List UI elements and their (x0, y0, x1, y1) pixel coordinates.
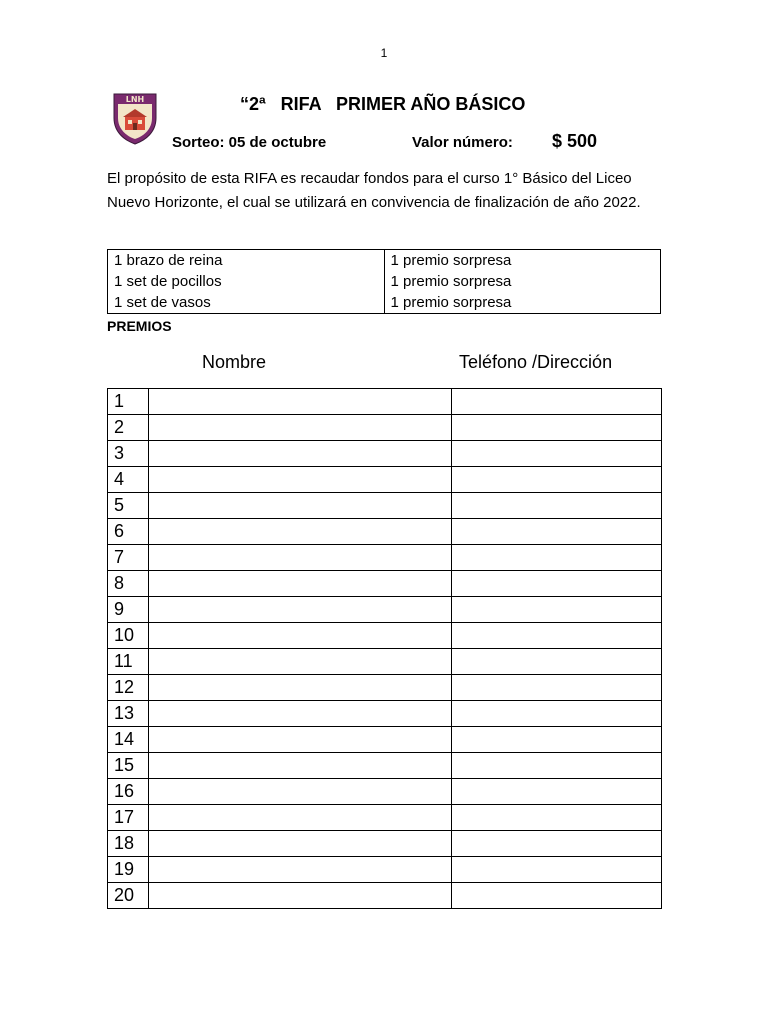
entry-row (108, 779, 662, 805)
draw-date: Sorteo: 05 de octubre (172, 134, 327, 151)
prize-cell: 1 set de vasos (108, 292, 385, 314)
entry-name-field[interactable] (149, 753, 452, 779)
entry-name-field[interactable] (149, 415, 452, 441)
entry-name-field[interactable] (149, 649, 452, 675)
entry-row (108, 805, 662, 831)
entry-number: 11 (108, 649, 149, 675)
entry-number: 6 (108, 519, 149, 545)
entry-phone-address-field[interactable] (452, 467, 662, 493)
entry-phone-address-field[interactable] (452, 415, 662, 441)
raffle-entries-table (107, 388, 662, 909)
entry-number: 17 (108, 805, 149, 831)
entry-row (108, 857, 662, 883)
entry-phone-address-field[interactable] (452, 571, 662, 597)
entry-number: 2 (108, 415, 149, 441)
entry-number: 5 (108, 493, 149, 519)
entry-number: 18 (108, 831, 149, 857)
prize-cell: 1 brazo de reina (108, 250, 385, 272)
entry-name-field[interactable] (149, 831, 452, 857)
entry-phone-address-field[interactable] (452, 597, 662, 623)
entry-number: 7 (108, 545, 149, 571)
page-title: “2ª RIFA PRIMER AÑO BÁSICO (240, 94, 526, 114)
entry-number: 8 (108, 571, 149, 597)
entry-row (108, 597, 662, 623)
page-number: 1 (380, 46, 388, 60)
entry-phone-address-field[interactable] (452, 649, 662, 675)
entry-number: 3 (108, 441, 149, 467)
entry-phone-address-field[interactable] (452, 493, 662, 519)
prizes-caption: PREMIOS (107, 318, 172, 334)
school-logo (112, 92, 158, 146)
entry-row (108, 623, 662, 649)
entry-phone-address-field[interactable] (452, 675, 662, 701)
prize-cell: 1 premio sorpresa (384, 271, 661, 292)
entry-phone-address-field[interactable] (452, 623, 662, 649)
entry-row (108, 727, 662, 753)
entry-phone-address-field[interactable] (452, 389, 662, 415)
prize-cell: 1 set de pocillos (108, 271, 385, 292)
entry-row (108, 701, 662, 727)
entry-phone-address-field[interactable] (452, 857, 662, 883)
price-amount: $ 500 (552, 131, 598, 151)
entry-phone-address-field[interactable] (452, 519, 662, 545)
entry-name-field[interactable] (149, 441, 452, 467)
entry-row (108, 649, 662, 675)
entry-number: 15 (108, 753, 149, 779)
entry-name-field[interactable] (149, 389, 452, 415)
price-label: Valor número: (412, 134, 513, 151)
entry-name-field[interactable] (149, 805, 452, 831)
prize-cell: 1 premio sorpresa (384, 250, 661, 272)
entry-name-field[interactable] (149, 519, 452, 545)
column-header-phone-address: Teléfono /Dirección (459, 352, 613, 372)
entry-name-field[interactable] (149, 571, 452, 597)
entry-name-field[interactable] (149, 493, 452, 519)
entry-number: 12 (108, 675, 149, 701)
entry-number: 16 (108, 779, 149, 805)
entry-name-field[interactable] (149, 857, 452, 883)
entry-number: 4 (108, 467, 149, 493)
entry-name-field[interactable] (149, 727, 452, 753)
entry-number: 20 (108, 883, 149, 909)
entry-number: 10 (108, 623, 149, 649)
prizes-table (107, 249, 661, 314)
entry-name-field[interactable] (149, 675, 452, 701)
prize-cell: 1 premio sorpresa (384, 292, 661, 314)
column-header-name: Nombre (202, 352, 267, 372)
entry-row (108, 675, 662, 701)
entry-row (108, 571, 662, 597)
purpose-paragraph: El propósito de esta RIFA es recaudar fondos para el curso 1° Básico del Liceo Nuevo Horizonte, el cual se utilizará en convivencia de finalización de año 2022. (107, 170, 641, 211)
entry-phone-address-field[interactable] (452, 701, 662, 727)
entry-phone-address-field[interactable] (452, 831, 662, 857)
entry-number: 13 (108, 701, 149, 727)
entry-name-field[interactable] (149, 545, 452, 571)
logo-text: LNH (125, 95, 145, 104)
entry-row (108, 441, 662, 467)
entry-phone-address-field[interactable] (452, 753, 662, 779)
entry-phone-address-field[interactable] (452, 805, 662, 831)
entry-row (108, 389, 662, 415)
entry-name-field[interactable] (149, 883, 452, 909)
prize-row (108, 292, 661, 314)
school-crest-icon (112, 92, 158, 146)
entry-row (108, 415, 662, 441)
entry-name-field[interactable] (149, 467, 452, 493)
prize-row (108, 271, 661, 292)
entry-row (108, 545, 662, 571)
entry-number: 19 (108, 857, 149, 883)
entry-phone-address-field[interactable] (452, 779, 662, 805)
entry-number: 9 (108, 597, 149, 623)
entry-phone-address-field[interactable] (452, 727, 662, 753)
entry-name-field[interactable] (149, 779, 452, 805)
entry-row (108, 753, 662, 779)
entry-name-field[interactable] (149, 597, 452, 623)
entry-row (108, 883, 662, 909)
entry-name-field[interactable] (149, 701, 452, 727)
entry-phone-address-field[interactable] (452, 883, 662, 909)
prize-row (108, 250, 661, 272)
entry-number: 1 (108, 389, 149, 415)
entry-name-field[interactable] (149, 623, 452, 649)
entry-row (108, 519, 662, 545)
entry-phone-address-field[interactable] (452, 441, 662, 467)
entry-phone-address-field[interactable] (452, 545, 662, 571)
entry-number: 14 (108, 727, 149, 753)
entry-row (108, 831, 662, 857)
entry-row (108, 467, 662, 493)
entry-row (108, 493, 662, 519)
